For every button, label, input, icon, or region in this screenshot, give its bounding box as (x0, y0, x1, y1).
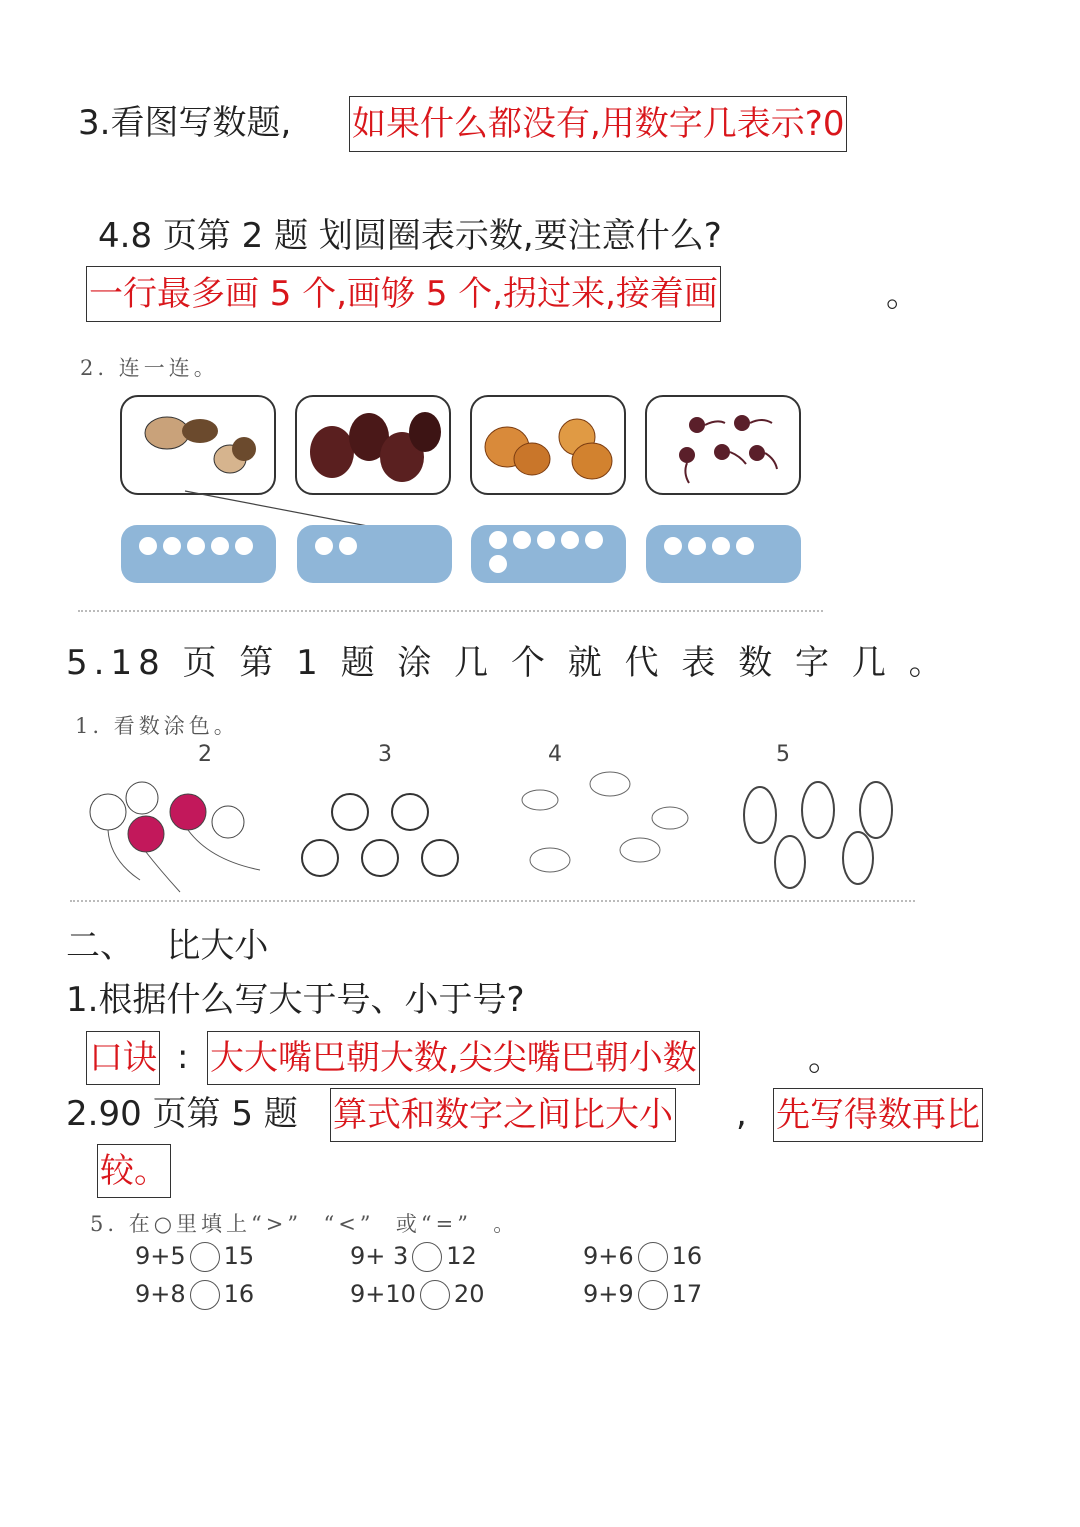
tray-dot (664, 537, 682, 555)
tray-dot (561, 531, 579, 549)
tray-dot (537, 531, 555, 549)
compare-value: 12 (446, 1242, 477, 1270)
color-number: 5 (776, 742, 790, 767)
s2q1-end: 。 (808, 1039, 842, 1079)
goldfish-icon (522, 772, 688, 872)
compare-expression: 9+ 3 (350, 1242, 409, 1270)
dot-tray[interactable] (471, 525, 626, 583)
compare-circle[interactable] (190, 1242, 220, 1272)
compare-expression: 9+8 (135, 1280, 186, 1308)
color-number: 2 (198, 742, 212, 767)
compare-value: 16 (671, 1242, 703, 1270)
compare-value: 20 (453, 1280, 485, 1308)
s2q1-text: 1.根据什么写大于号、小于号? (66, 980, 525, 1020)
divider (78, 610, 823, 612)
compare-item (350, 1280, 484, 1310)
s2q2-text: 2.90 页第 5 题 (66, 1094, 298, 1134)
tray-dot (585, 531, 603, 549)
compare-expression: 9+10 (350, 1280, 416, 1308)
compare-value: 15 (223, 1242, 255, 1270)
tray-dot (489, 531, 507, 549)
tray-dot (235, 537, 253, 555)
s2q2-answer2-cont-box: 较。 (97, 1144, 171, 1198)
apples-icon (302, 794, 458, 876)
divider (70, 900, 915, 902)
q4-answer-box: 一行最多画 5 个,画够 5 个,拐过来,接着画 (86, 266, 721, 322)
q5-text: 5.18 页 第 1 题 涂 几 个 就 代 表 数 字 几 。 (66, 643, 949, 683)
tray-dot (736, 537, 754, 555)
section2-heading: 二、 比大小 (66, 926, 269, 966)
compare-circle[interactable] (190, 1280, 220, 1310)
compare-circle[interactable] (638, 1242, 668, 1272)
match-exercise-title: 2. 连一连。 (80, 356, 219, 380)
dot-tray[interactable] (646, 525, 801, 583)
s2q2-answer2-box: 先写得数再比 (773, 1088, 983, 1142)
q4-text: 4.8 页第 2 题 划圆圈表示数,要注意什么? (98, 216, 722, 256)
compare-value: 17 (671, 1280, 703, 1308)
s2q1-label-box: 口诀 (86, 1031, 160, 1085)
dot-tray[interactable] (121, 525, 276, 583)
compare-item (350, 1242, 477, 1272)
s2q1-colon: : (177, 1037, 189, 1077)
color-exercise-title: 1. 看数涂色。 (75, 714, 239, 738)
balloons-icon (90, 782, 260, 892)
compare-item (583, 1242, 702, 1272)
tray-dot (712, 537, 730, 555)
compare-value: 16 (223, 1280, 255, 1308)
color-number: 4 (548, 742, 562, 767)
compare-exercise-title: 5. 在○里填上“>” “<” 或“=” 。 (90, 1212, 519, 1236)
q4-end: 。 (886, 275, 920, 315)
compare-expression: 9+6 (583, 1242, 634, 1270)
color-exercise-drawings (80, 770, 920, 900)
tray-dot (187, 537, 205, 555)
compare-item (583, 1280, 702, 1310)
tray-dot (688, 537, 706, 555)
tray-dot (163, 537, 181, 555)
compare-item (135, 1280, 254, 1310)
compare-expression: 9+5 (135, 1242, 186, 1270)
tray-dot (339, 537, 357, 555)
tray-dot (315, 537, 333, 555)
tray-dot (489, 555, 507, 573)
compare-item (135, 1242, 254, 1272)
q3-text: 3.看图写数题, (78, 103, 292, 143)
compare-circle[interactable] (412, 1242, 442, 1272)
compare-circle[interactable] (420, 1280, 450, 1310)
compare-circle[interactable] (638, 1280, 668, 1310)
color-number: 3 (378, 742, 392, 767)
tray-dot (513, 531, 531, 549)
q3-answer-box: 如果什么都没有,用数字几表示?0 (349, 96, 847, 152)
tray-dot (211, 537, 229, 555)
tray-dot (139, 537, 157, 555)
eggplant-icon (744, 782, 892, 888)
s2q2-answer1-box: 算式和数字之间比大小 (330, 1088, 676, 1142)
dot-tray[interactable] (297, 525, 452, 583)
compare-expression: 9+9 (583, 1280, 634, 1308)
s2q2-comma: , (736, 1094, 747, 1134)
s2q1-answer-box: 大大嘴巴朝大数,尖尖嘴巴朝小数 (207, 1031, 700, 1085)
